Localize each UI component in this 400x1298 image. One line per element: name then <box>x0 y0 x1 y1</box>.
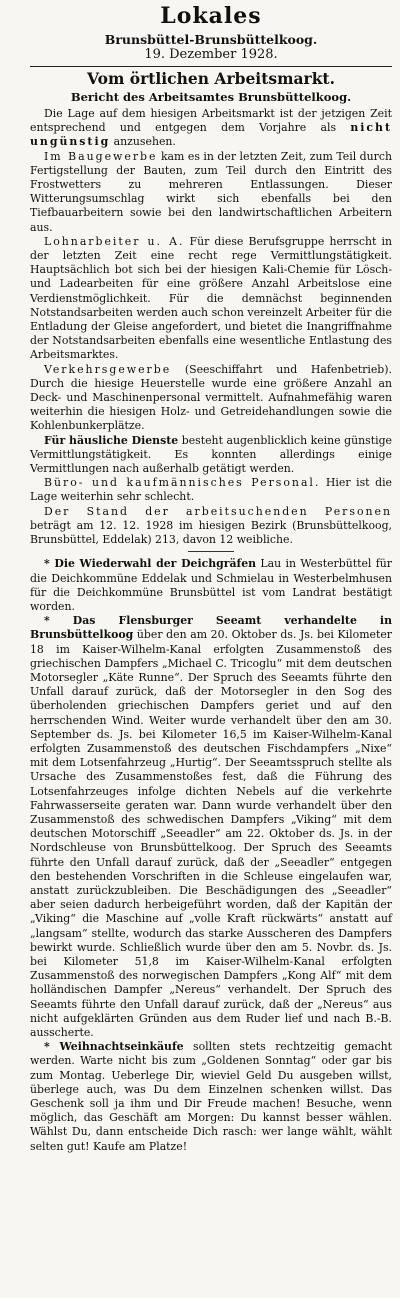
local-notices <box>30 557 392 1154</box>
report-paragraph-domestic: Für häusliche Dienste besteht augenblicklich keine günstige Vermittlungstätigkeit. Es konnten allerdings einige Vermittlungen nach außerhalb getätigt werden. <box>30 433 393 476</box>
article-title: Vom örtlichen Arbeitsmarkt. <box>87 69 335 88</box>
article-divider <box>188 551 234 552</box>
header-divider <box>30 66 392 67</box>
article-subtitle: Bericht des Arbeitsamtes Brunsbüttelkoog. <box>70 90 352 104</box>
report-paragraph-transport: Verkehrsgewerbe (Seeschiffahrt und Hafenbetrieb). Durch die hiesige Heuerstelle wurde eine größere Anzahl an Deck- und Maschinenpersonal vermittelt. Aufnahmefähig waren weiterhin die hiesigen Holz- und Getreidehandlungen sowie die Kohlenbunkerplätze. <box>30 362 392 433</box>
report-paragraph-office: Büro- und kaufmännisches Personal. Hier ist die Lage weiterhin sehr schlecht. <box>30 476 392 504</box>
masthead <box>30 4 392 62</box>
notice-christmas-shopping: * Weihnachtseinkäufe sollten stets rechtzeitig gemacht werden. Warte nicht bis zum „Goldenen Sonntag“ oder gar bis zum Montag. Ueberlege Dir, wieviel Geld Du ausgeben willst, überlege auch, was Du dem Einzelnen schenken willst. Das Geschenk soll ja ihm und Dir Freude machen! Besuche, wenn möglich, das Geschäft am Morgen: Du kannst besser wählen. Wählst Du, dann entscheide Dich rasch: wer lange wählt, wählt selten gut! Kaufe am Platze! <box>30 1040 392 1153</box>
notice-maritime-court: * Das Flensburger Seeamt verhandelte in Brunsbüttelkoog über den am 20. Oktober ds. Js. bei Kilometer 18 im Kaiser-Wilhelm-Kanal erfolgten Zusammenstoß des griechischen Dampfers „Michael C. Tricoglu“ mit dem deutschen Motorsegler „Käte Runne“. Der Spruch des Seeamts führte den Unfall darauf zurück, daß der Motorsegler in den Sog des überholenden griechischen Dampfers geriet und auf den herrschenden Wind. Weiter wurde verhandelt über den am 30. September ds. Js. bei Kilometer 16,5 im Kaiser-Wilhelm-Kanal erfolgten Zusammenstoß des deutschen Fischdampfers „Nixe“ mit dem Lotsenfahrzeug „Hurtig“. Der Seeamtsspruch stellte als Ursache des Zusammenstoßes fest, daß die Führung des Lotsenfahrzeuges infolge dichten Nebels auf die verkehrte Fahrwasserseite geraten war. Dann wurde verhandelt über den Zusammenstoß des schwedischen Dampfers „Viking“ mit dem deutschen Motorschiff „Seeadler“ am 22. Oktober ds. Js. in der Nordschleuse von Brunsbüttelkoog. Der Spruch des Seeamts führte den Unfall darauf zurück, daß der „Seeadler“ entgegen den bestehenden Vorschriften in die Schleuse eingelaufen war, anstatt zurückzubleiben. Die Beschädigungen des „Seeadler“ aber seien dadurch herbeigeführt worden, daß der Kapitän der „Viking“ die Maschine auf „volle Kraft rückwärts“ anstatt auf „langsam“ stellte, wodurch das starke Ausscheren des Dampfers bewirkt wurde. Schließlich wurde über den am 5. Novbr. ds. Js. bei Kilometer 51,8 im Kaiser-Wilhelm-Kanal erfolgten Zusammenstoß des norwegischen Dampfers „Kong Alf“ mit dem holländischen Dampfer „Nereus“ verhandelt. Der Spruch des Seeamts führte den Unfall darauf zurück, daß der „Nereus“ aus nicht aufgeklärten Gründen aus dem Ruder lief und nach B.-B. ausscherte. <box>30 614 392 1039</box>
report-paragraph: Die Lage auf dem hiesigen Arbeitsmarkt ist der jetzigen Zeit entsprechend und entgegen dem Vorjahre als nicht ungünstig anzusehen. <box>30 107 392 149</box>
section-title: Lokales <box>160 3 262 29</box>
labor-market-report <box>30 70 392 547</box>
report-paragraph-construction: Im Baugewerbe kam es in der letzten Zeit, zum Teil durch Fertigstellung der Bauten, zum Teil durch den Eintritt des Frostwetters zu mehreren Entlassungen. Dieser Witterungsumschlag wirkt sich ebenfalls bei den Tiefbauarbeitern sowie bei den landwirtschaftlichen Arbeitern aus. <box>30 149 392 234</box>
report-paragraph-wage-workers: Lohnarbeiter u. A. Für diese Berufsgruppe herrscht in der letzten Zeit eine recht rege Vermittlungstätigkeit. Hauptsächlich bot sich bei der hiesigen Kali-Chemie für Lösch- und Ladearbeiten für eine größere Anzahl Arbeitslose eine Verdienstmöglichkeit. Für die demnächst beginnenden Notstandsarbeiten werden auch schon vereinzelt Arbeiter für die Entladung der Gleise angefordert, und bietet die Inangriffnahme der Notstandsarbeiten ebenfalls eine wesentliche Entlastung des Arbeitsmarktes. <box>30 234 392 362</box>
issue-date: 19. Dezember 1928. <box>144 47 278 62</box>
report-paragraph-jobseekers: Der Stand der arbeitsuchenden Personen beträgt am 12. 12. 1928 im hiesigen Bezirk (Brunsbüttelkoog, Brunsbüttel, Eddelak) 213, davon 12 weibliche. <box>30 504 392 547</box>
dateline: Brunsbüttel-Brunsbüttelkoog. <box>104 32 318 47</box>
notice-dike-election: * Die Wiederwahl der Deichgräfen Lau in Westerbüttel für die Deichkommüne Eddelak und Schmielau in Westerbelmhusen für die Deichkommüne Brunsbüttel ist vom Landrat bestätigt worden. <box>30 557 392 613</box>
